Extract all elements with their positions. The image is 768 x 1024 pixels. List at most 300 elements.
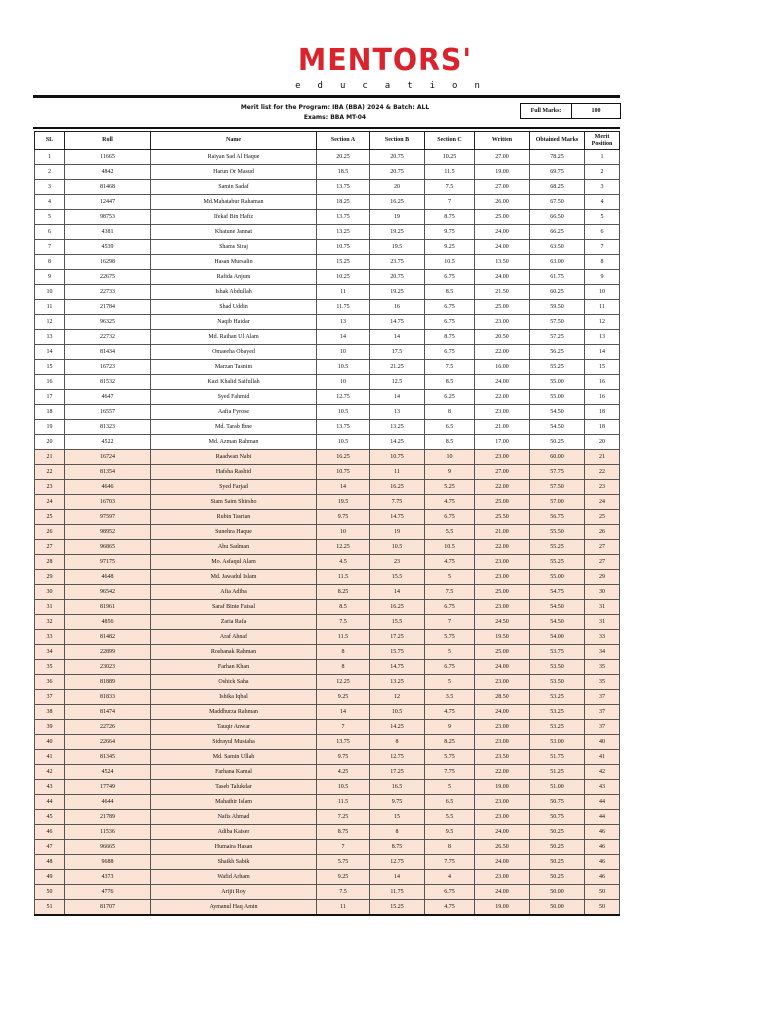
cell-section-c: 4.75 [425, 555, 475, 570]
cell-section-c: 8 [425, 405, 475, 420]
cell-written: 27.00 [475, 465, 530, 480]
cell-section-b: 15.5 [370, 570, 425, 585]
column-header-name: Name [151, 132, 317, 150]
cell-merit-position: 46 [585, 840, 620, 855]
cell-roll: 96325 [65, 315, 151, 330]
cell-section-c: 7 [425, 195, 475, 210]
cell-merit-position: 50 [585, 885, 620, 900]
cell-roll: 81345 [65, 750, 151, 765]
cell-section-a: 10.25 [317, 270, 370, 285]
cell-name: Taseb Talukdar [151, 780, 317, 795]
cell-sl: 27 [35, 540, 65, 555]
cell-merit-position: 11 [585, 300, 620, 315]
cell-sl: 43 [35, 780, 65, 795]
cell-roll: 97175 [65, 555, 151, 570]
cell-written: 23.00 [475, 735, 530, 750]
cell-merit-position: 8 [585, 255, 620, 270]
cell-merit-position: 26 [585, 525, 620, 540]
cell-section-c: 5.25 [425, 480, 475, 495]
cell-name: Tauqir Anwar [151, 720, 317, 735]
cell-roll: 4522 [65, 435, 151, 450]
cell-section-a: 11.5 [317, 570, 370, 585]
cell-section-a: 10 [317, 345, 370, 360]
cell-merit-position: 31 [585, 615, 620, 630]
cell-section-a: 13.25 [317, 225, 370, 240]
cell-name: Khatune Jannat [151, 225, 317, 240]
cell-name: Sunehra Haque [151, 525, 317, 540]
table-row [35, 285, 620, 300]
cell-written: 25.00 [475, 645, 530, 660]
cell-section-c: 6.75 [425, 300, 475, 315]
cell-written: 23.00 [475, 675, 530, 690]
cell-merit-position: 7 [585, 240, 620, 255]
cell-roll: 81434 [65, 345, 151, 360]
table-row [35, 510, 620, 525]
table-row [35, 900, 620, 916]
cell-obtained-marks: 56.25 [530, 345, 585, 360]
cell-roll: 97597 [65, 510, 151, 525]
cell-section-c: 11.5 [425, 165, 475, 180]
cell-obtained-marks: 53.50 [530, 660, 585, 675]
cell-name: Saraf Binte Faisal [151, 600, 317, 615]
cell-sl: 46 [35, 825, 65, 840]
cell-sl: 40 [35, 735, 65, 750]
table-row [35, 375, 620, 390]
cell-name: Mahathir Islam [151, 795, 317, 810]
cell-merit-position: 50 [585, 900, 620, 916]
cell-sl: 31 [35, 600, 65, 615]
cell-written: 23.00 [475, 405, 530, 420]
cell-roll: 81323 [65, 420, 151, 435]
cell-roll: 81707 [65, 900, 151, 916]
cell-sl: 35 [35, 660, 65, 675]
cell-section-a: 10.5 [317, 405, 370, 420]
merit-table [34, 131, 620, 916]
cell-section-c: 8.75 [425, 330, 475, 345]
cell-name: Raiyan Sad Al Haque [151, 150, 317, 165]
cell-section-a: 11.5 [317, 795, 370, 810]
cell-written: 22.00 [475, 765, 530, 780]
cell-name: Harun Or Masud [151, 165, 317, 180]
table-row [35, 195, 620, 210]
cell-name: Ishak Abdullah [151, 285, 317, 300]
cell-section-b: 15.75 [370, 645, 425, 660]
cell-section-b: 20 [370, 180, 425, 195]
cell-section-b: 19 [370, 525, 425, 540]
cell-section-b: 12.5 [370, 375, 425, 390]
cell-section-a: 7 [317, 720, 370, 735]
cell-section-a: 12.25 [317, 540, 370, 555]
cell-sl: 14 [35, 345, 65, 360]
cell-section-c: 7.5 [425, 180, 475, 195]
cell-section-b: 23.75 [370, 255, 425, 270]
cell-merit-position: 29 [585, 570, 620, 585]
cell-section-a: 11 [317, 900, 370, 916]
cell-section-c: 8.5 [425, 285, 475, 300]
cell-roll: 17749 [65, 780, 151, 795]
cell-section-b: 10.75 [370, 450, 425, 465]
table-row [35, 165, 620, 180]
cell-merit-position: 18 [585, 405, 620, 420]
cell-obtained-marks: 54.50 [530, 405, 585, 420]
cell-name: Md. Tarab Ibne [151, 420, 317, 435]
cell-section-c: 7.75 [425, 765, 475, 780]
cell-merit-position: 24 [585, 495, 620, 510]
cell-section-b: 19.5 [370, 240, 425, 255]
cell-sl: 6 [35, 225, 65, 240]
cell-section-a: 11.75 [317, 300, 370, 315]
cell-sl: 20 [35, 435, 65, 450]
cell-roll: 22675 [65, 270, 151, 285]
cell-obtained-marks: 55.00 [530, 390, 585, 405]
cell-section-a: 8.75 [317, 825, 370, 840]
cell-sl: 24 [35, 495, 65, 510]
cell-roll: 98952 [65, 525, 151, 540]
cell-sl: 7 [35, 240, 65, 255]
cell-section-b: 16.25 [370, 600, 425, 615]
cell-merit-position: 37 [585, 705, 620, 720]
cell-roll: 4381 [65, 225, 151, 240]
cell-obtained-marks: 54.00 [530, 630, 585, 645]
cell-sl: 50 [35, 885, 65, 900]
cell-section-a: 19.5 [317, 495, 370, 510]
cell-sl: 2 [35, 165, 65, 180]
cell-section-a: 4.5 [317, 555, 370, 570]
cell-section-a: 9.75 [317, 750, 370, 765]
cell-written: 23.00 [475, 600, 530, 615]
column-header-roll: Roll [65, 132, 151, 150]
cell-section-c: 5.5 [425, 525, 475, 540]
cell-section-b: 17.25 [370, 630, 425, 645]
cell-sl: 23 [35, 480, 65, 495]
cell-sl: 17 [35, 390, 65, 405]
cell-section-b: 12.75 [370, 855, 425, 870]
cell-section-c: 10.5 [425, 255, 475, 270]
cell-merit-position: 34 [585, 645, 620, 660]
cell-sl: 41 [35, 750, 65, 765]
cell-merit-position: 22 [585, 465, 620, 480]
cell-obtained-marks: 55.00 [530, 570, 585, 585]
cell-written: 19.00 [475, 165, 530, 180]
cell-name: Araf Ahnaf [151, 630, 317, 645]
cell-written: 24.00 [475, 375, 530, 390]
cell-obtained-marks: 57.50 [530, 480, 585, 495]
cell-sl: 47 [35, 840, 65, 855]
cell-section-c: 9.25 [425, 240, 475, 255]
table-row [35, 405, 620, 420]
table-row [35, 825, 620, 840]
cell-section-b: 16.25 [370, 195, 425, 210]
cell-section-b: 11 [370, 465, 425, 480]
cell-written: 23.00 [475, 450, 530, 465]
cell-merit-position: 25 [585, 510, 620, 525]
table-row [35, 255, 620, 270]
cell-obtained-marks: 57.00 [530, 495, 585, 510]
cell-obtained-marks: 57.75 [530, 465, 585, 480]
cell-section-c: 6.5 [425, 420, 475, 435]
cell-obtained-marks: 68.25 [530, 180, 585, 195]
cell-sl: 28 [35, 555, 65, 570]
cell-obtained-marks: 50.25 [530, 825, 585, 840]
table-row [35, 765, 620, 780]
cell-obtained-marks: 57.50 [530, 315, 585, 330]
table-row [35, 750, 620, 765]
cell-roll: 16298 [65, 255, 151, 270]
cell-obtained-marks: 50.25 [530, 435, 585, 450]
cell-sl: 22 [35, 465, 65, 480]
cell-merit-position: 16 [585, 390, 620, 405]
table-row [35, 435, 620, 450]
cell-roll: 22664 [65, 735, 151, 750]
cell-section-a: 12.75 [317, 390, 370, 405]
table-row [35, 555, 620, 570]
cell-roll: 98753 [65, 210, 151, 225]
cell-section-c: 4.75 [425, 900, 475, 916]
cell-obtained-marks: 53.00 [530, 735, 585, 750]
cell-roll: 96865 [65, 540, 151, 555]
cell-section-a: 9.25 [317, 870, 370, 885]
cell-section-b: 14 [370, 870, 425, 885]
cell-name: Adiba Kaiser [151, 825, 317, 840]
cell-merit-position: 46 [585, 870, 620, 885]
cell-section-c: 6.75 [425, 345, 475, 360]
cell-section-b: 16.5 [370, 780, 425, 795]
cell-merit-position: 6 [585, 225, 620, 240]
table-row [35, 150, 620, 165]
top-divider [33, 95, 620, 98]
cell-merit-position: 46 [585, 825, 620, 840]
cell-roll: 22726 [65, 720, 151, 735]
cell-section-b: 12.75 [370, 750, 425, 765]
cell-section-c: 9.75 [425, 225, 475, 240]
cell-merit-position: 35 [585, 660, 620, 675]
cell-section-c: 6.75 [425, 600, 475, 615]
cell-sl: 37 [35, 690, 65, 705]
cell-section-a: 14 [317, 705, 370, 720]
cell-sl: 26 [35, 525, 65, 540]
cell-written: 23.00 [475, 720, 530, 735]
cell-section-b: 23 [370, 555, 425, 570]
cell-name: Md. Raihan Ul Alam [151, 330, 317, 345]
logo-subtitle: education [295, 81, 497, 91]
cell-merit-position: 23 [585, 480, 620, 495]
cell-written: 24.00 [475, 225, 530, 240]
cell-section-c: 10.25 [425, 150, 475, 165]
cell-written: 28.50 [475, 690, 530, 705]
column-header-merit-position: Merit Position [585, 132, 620, 150]
cell-section-c: 6.75 [425, 885, 475, 900]
cell-written: 23.00 [475, 810, 530, 825]
cell-section-a: 11.5 [317, 630, 370, 645]
cell-section-a: 8.25 [317, 585, 370, 600]
cell-section-b: 19.25 [370, 225, 425, 240]
cell-section-a: 18.25 [317, 195, 370, 210]
cell-merit-position: 12 [585, 315, 620, 330]
table-row [35, 615, 620, 630]
cell-written: 19.00 [475, 780, 530, 795]
table-row [35, 540, 620, 555]
table-row [35, 705, 620, 720]
cell-merit-position: 5 [585, 210, 620, 225]
column-header-sl: SL [35, 132, 65, 150]
cell-section-c: 10.5 [425, 540, 475, 555]
cell-name: Aymanul Haq Amin [151, 900, 317, 916]
cell-section-b: 15 [370, 810, 425, 825]
cell-sl: 42 [35, 765, 65, 780]
cell-name: Mo. Asfaqul Alam [151, 555, 317, 570]
cell-merit-position: 3 [585, 180, 620, 195]
cell-obtained-marks: 56.75 [530, 510, 585, 525]
cell-sl: 12 [35, 315, 65, 330]
cell-roll: 21789 [65, 810, 151, 825]
cell-section-b: 14.75 [370, 315, 425, 330]
cell-merit-position: 27 [585, 540, 620, 555]
cell-section-b: 7.75 [370, 495, 425, 510]
cell-written: 24.00 [475, 240, 530, 255]
cell-section-c: 8.75 [425, 210, 475, 225]
cell-name: Oshick Saha [151, 675, 317, 690]
cell-written: 22.00 [475, 345, 530, 360]
cell-name: Roshanak Rahman [151, 645, 317, 660]
table-row [35, 735, 620, 750]
table-row [35, 840, 620, 855]
cell-written: 23.00 [475, 795, 530, 810]
cell-section-a: 9.25 [317, 690, 370, 705]
cell-section-b: 11.75 [370, 885, 425, 900]
merit-list-title: Merit list for the Program: IBA (BBA) 2024 & Batch: ALL [240, 104, 430, 111]
cell-section-c: 4.75 [425, 495, 475, 510]
cell-section-c: 4.75 [425, 705, 475, 720]
cell-section-c: 7.75 [425, 855, 475, 870]
cell-section-b: 19 [370, 210, 425, 225]
cell-section-a: 4.25 [317, 765, 370, 780]
cell-name: Shad Uddin [151, 300, 317, 315]
cell-section-c: 7.5 [425, 360, 475, 375]
cell-obtained-marks: 66.50 [530, 210, 585, 225]
cell-sl: 19 [35, 420, 65, 435]
table-body [35, 150, 620, 916]
cell-roll: 4646 [65, 480, 151, 495]
cell-section-b: 14.75 [370, 660, 425, 675]
cell-section-a: 11 [317, 285, 370, 300]
cell-written: 25.00 [475, 300, 530, 315]
cell-merit-position: 31 [585, 600, 620, 615]
cell-name: Md.Mahatabur Rahaman [151, 195, 317, 210]
cell-sl: 33 [35, 630, 65, 645]
cell-name: Md. Jawadul Islam [151, 570, 317, 585]
cell-roll: 81961 [65, 600, 151, 615]
cell-roll: 21784 [65, 300, 151, 315]
cell-section-c: 8.25 [425, 735, 475, 750]
cell-section-a: 10 [317, 375, 370, 390]
cell-section-a: 13.75 [317, 210, 370, 225]
cell-roll: 4776 [65, 885, 151, 900]
cell-section-c: 9 [425, 720, 475, 735]
cell-section-b: 14.75 [370, 510, 425, 525]
cell-section-b: 20.75 [370, 165, 425, 180]
cell-sl: 25 [35, 510, 65, 525]
cell-sl: 1 [35, 150, 65, 165]
cell-section-a: 14 [317, 480, 370, 495]
cell-roll: 9688 [65, 855, 151, 870]
cell-written: 24.50 [475, 615, 530, 630]
cell-roll: 4644 [65, 795, 151, 810]
cell-section-c: 6.75 [425, 510, 475, 525]
cell-section-b: 17.5 [370, 345, 425, 360]
cell-section-a: 10.5 [317, 780, 370, 795]
cell-obtained-marks: 55.25 [530, 555, 585, 570]
table-row [35, 600, 620, 615]
table-row [35, 345, 620, 360]
cell-section-b: 10.5 [370, 540, 425, 555]
cell-roll: 4648 [65, 570, 151, 585]
cell-section-c: 10 [425, 450, 475, 465]
table-row [35, 870, 620, 885]
cell-section-c: 7.5 [425, 585, 475, 600]
cell-section-c: 5.75 [425, 750, 475, 765]
cell-section-b: 16.25 [370, 480, 425, 495]
cell-written: 23.50 [475, 750, 530, 765]
cell-obtained-marks: 66.25 [530, 225, 585, 240]
cell-section-a: 8 [317, 660, 370, 675]
cell-written: 13.50 [475, 255, 530, 270]
cell-section-a: 15.25 [317, 255, 370, 270]
cell-section-c: 9.5 [425, 825, 475, 840]
cell-section-a: 13.75 [317, 180, 370, 195]
column-header-section-b: Section B [370, 132, 425, 150]
cell-sl: 21 [35, 450, 65, 465]
cell-section-c: 5.75 [425, 630, 475, 645]
cell-written: 16.00 [475, 360, 530, 375]
cell-section-b: 13.25 [370, 420, 425, 435]
cell-sl: 29 [35, 570, 65, 585]
cell-merit-position: 10 [585, 285, 620, 300]
cell-sl: 32 [35, 615, 65, 630]
cell-roll: 12447 [65, 195, 151, 210]
cell-section-c: 5 [425, 780, 475, 795]
cell-name: Nafis Ahmad [151, 810, 317, 825]
cell-roll: 11536 [65, 825, 151, 840]
cell-sl: 34 [35, 645, 65, 660]
cell-name: Hasan Mursalin [151, 255, 317, 270]
cell-obtained-marks: 53.75 [530, 645, 585, 660]
full-marks-label: Full Marks: [521, 104, 572, 118]
column-header-section-c: Section C [425, 132, 475, 150]
cell-sl: 39 [35, 720, 65, 735]
cell-section-b: 14 [370, 390, 425, 405]
cell-written: 25.00 [475, 585, 530, 600]
cell-obtained-marks: 54.75 [530, 585, 585, 600]
cell-section-c: 4 [425, 870, 475, 885]
cell-roll: 81889 [65, 675, 151, 690]
table-row [35, 660, 620, 675]
cell-sl: 8 [35, 255, 65, 270]
cell-merit-position: 4 [585, 195, 620, 210]
cell-section-b: 20.75 [370, 150, 425, 165]
cell-roll: 22899 [65, 645, 151, 660]
cell-obtained-marks: 50.00 [530, 885, 585, 900]
cell-section-a: 8 [317, 645, 370, 660]
cell-name: Farhana Kamal [151, 765, 317, 780]
cell-merit-position: 15 [585, 360, 620, 375]
cell-section-a: 10.75 [317, 465, 370, 480]
cell-section-a: 9.75 [317, 510, 370, 525]
cell-obtained-marks: 55.00 [530, 375, 585, 390]
cell-merit-position: 46 [585, 855, 620, 870]
table-row [35, 330, 620, 345]
cell-sl: 18 [35, 405, 65, 420]
cell-roll: 22733 [65, 285, 151, 300]
